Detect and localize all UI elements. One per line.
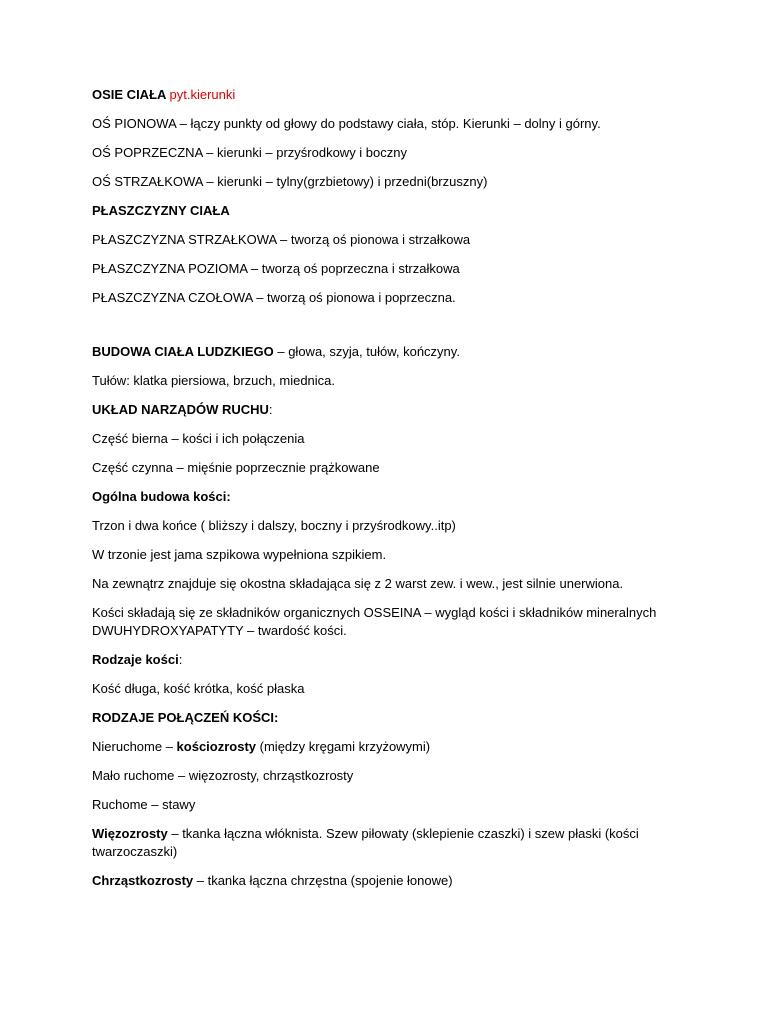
bone-joints-heading: RODZAJE POŁĄCZEŃ KOŚCI: — [92, 710, 279, 725]
human-body-structure-text: – głowa, szyja, tułów, kończyny. — [273, 344, 460, 359]
synchondroses-paragraph — [92, 872, 692, 890]
synchondroses-text: – tkanka łączna chrzęstna (spojenie łonowe) — [193, 873, 453, 888]
human-body-structure-paragraph — [92, 343, 692, 361]
slightly-movable-joints-paragraph: Mało ruchome – więzozrosty, chrząstkozrosty — [92, 768, 354, 783]
locomotor-system-colon: : — [268, 402, 273, 417]
horizontal-plane-paragraph: PŁASZCZYZNA POZIOMA – tworzą oś poprzeczna i strzałkowa — [92, 261, 460, 276]
heading-text: OSIE CIAŁA — [92, 87, 170, 102]
torso-paragraph: Tułów: klatka piersiowa, brzuch, miednica. — [92, 373, 336, 388]
active-part-paragraph: Część czynna – mięśnie poprzecznie prążkowane — [92, 460, 380, 475]
passive-part-paragraph: Część bierna – kości i ich połączenia — [92, 431, 305, 446]
heading-body-axes — [92, 86, 692, 104]
locomotor-system-label: UKŁAD NARZĄDÓW RUCHU — [92, 402, 269, 417]
sagittal-axis-paragraph: OŚ STRZAŁKOWA – kierunki – tylny(grzbietowy) i przedni(brzuszny) — [92, 174, 488, 189]
movable-joints-paragraph: Ruchome – stawy — [92, 797, 196, 812]
human-body-structure-label: BUDOWA CIAŁA LUDZKIEGO — [92, 344, 274, 359]
synchondroses-term: Chrząstkozrosty — [92, 873, 194, 888]
syndesmoses-term: Więzozrosty — [92, 826, 168, 841]
transverse-axis-paragraph: OŚ POPRZECZNA – kierunki – przyśrodkowy i boczny — [92, 145, 407, 160]
shaft-and-ends-paragraph: Trzon i dwa końce ( bliższy i dalszy, boczny i przyśrodkowy..itp) — [92, 518, 456, 533]
bone-types-heading — [92, 651, 692, 669]
syndesmoses-paragraph — [92, 825, 692, 861]
periosteum-paragraph: Na zewnątrz znajduje się okostna składająca się z 2 warst zew. i wew., jest silnie unerwiona. — [92, 576, 624, 591]
document-body — [92, 86, 692, 901]
bone-types-paragraph: Kość długa, kość krótka, kość płaska — [92, 681, 305, 696]
vertical-axis-paragraph: OŚ PIONOWA – łączy punkty od głowy do podstawy ciała, stóp. Kierunki – dolny i górny. — [92, 116, 601, 131]
locomotor-system-heading — [92, 401, 692, 419]
sagittal-plane-paragraph: PŁASZCZYZNA STRZAŁKOWA – tworzą oś pionowa i strzałkowa — [92, 232, 471, 247]
question-directions-note: pyt.kierunki — [169, 87, 236, 102]
heading-body-planes: PŁASZCZYZNY CIAŁA — [92, 203, 230, 218]
immovable-joints-paragraph — [92, 738, 692, 756]
marrow-cavity-paragraph: W trzonie jest jama szpikowa wypełniona szpikiem. — [92, 547, 387, 562]
frontal-plane-paragraph: PŁASZCZYZNA CZOŁOWA – tworzą oś pionowa i poprzeczna. — [92, 290, 456, 305]
bone-composition-paragraph: Kości składają się ze składników organicznych OSSEINA – wygląd kości i składników mineralnych DWUHYDROXYAPATYTY – twardość kości. — [92, 605, 657, 638]
immovable-joints-suffix: (między kręgami krzyżowymi) — [256, 739, 431, 754]
bone-structure-heading: Ogólna budowa kości: — [92, 489, 231, 504]
bone-types-label: Rodzaje kości — [92, 652, 179, 667]
synostoses-term: kościozrosty — [176, 739, 257, 754]
blank-line — [92, 318, 692, 343]
syndesmoses-text: – tkanka łączna włóknista. Szew piłowaty (sklepienie czaszki) i szew płaski (kości twarzoczaszki) — [92, 826, 639, 859]
bone-types-colon: : — [178, 652, 183, 667]
immovable-joints-prefix: Nieruchome – — [92, 739, 177, 754]
